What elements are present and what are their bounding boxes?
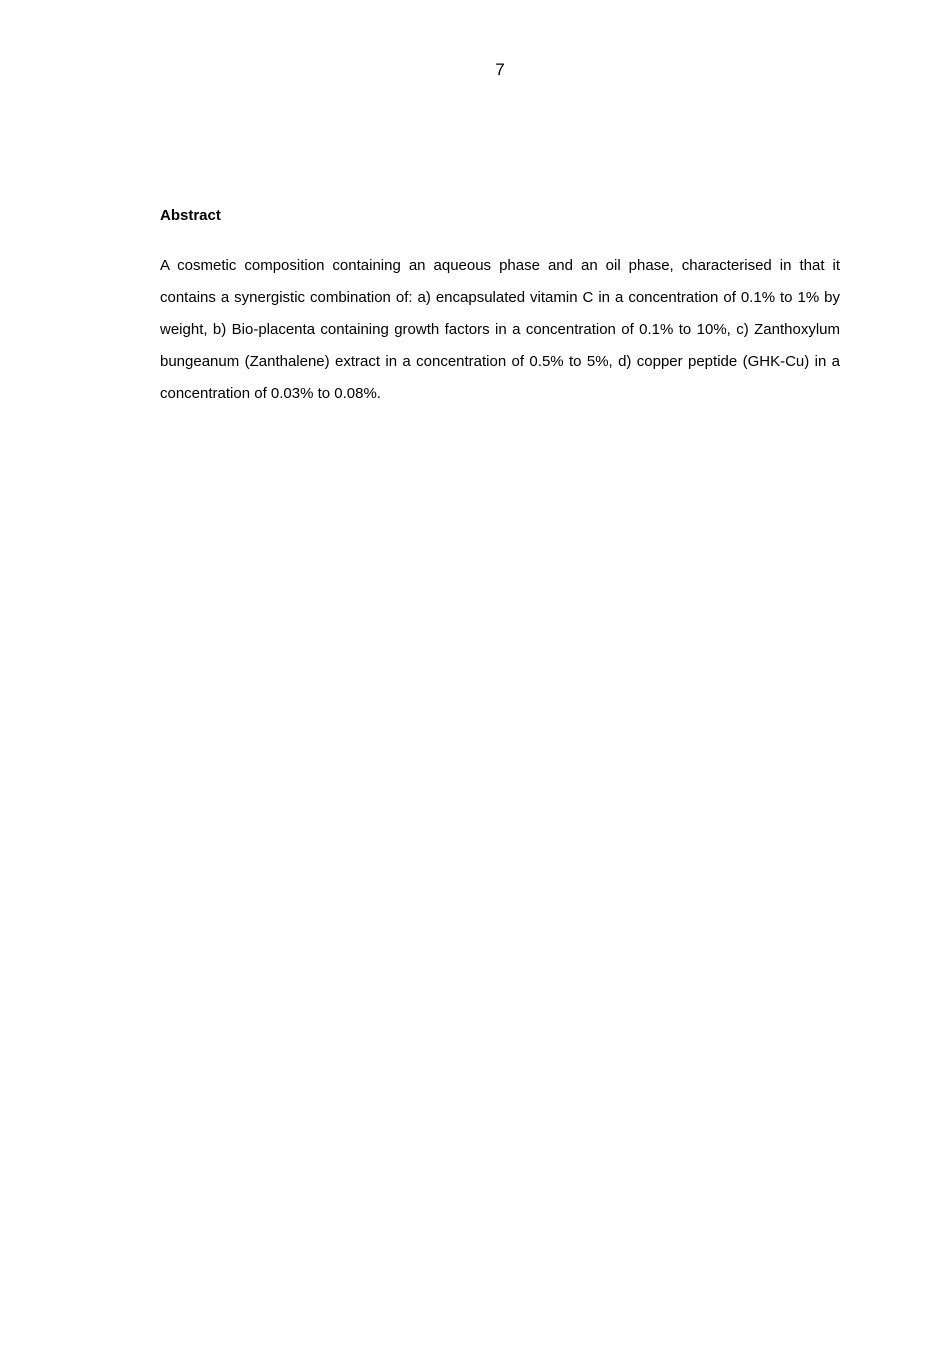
abstract-section bbox=[160, 205, 840, 410]
section-heading: Abstract bbox=[160, 207, 221, 224]
abstract-paragraph: A cosmetic composition containing an aqueous phase and an oil phase, characterised in that it contains a synergistic combination of: a) encapsulated vitamin C in a concentration of 0.1% to 1% by weight, b) Bio-placenta containing growth factors in a concentration of 0.1% to 10%, c) Zanthoxylum bungeanum (Zanthalene) extract in a concentration of 0.5% to 5%, d) copper peptide (GHK-Cu) in a concentration of 0.03% to 0.08%. bbox=[160, 257, 840, 402]
page-number: 7 bbox=[495, 60, 505, 79]
